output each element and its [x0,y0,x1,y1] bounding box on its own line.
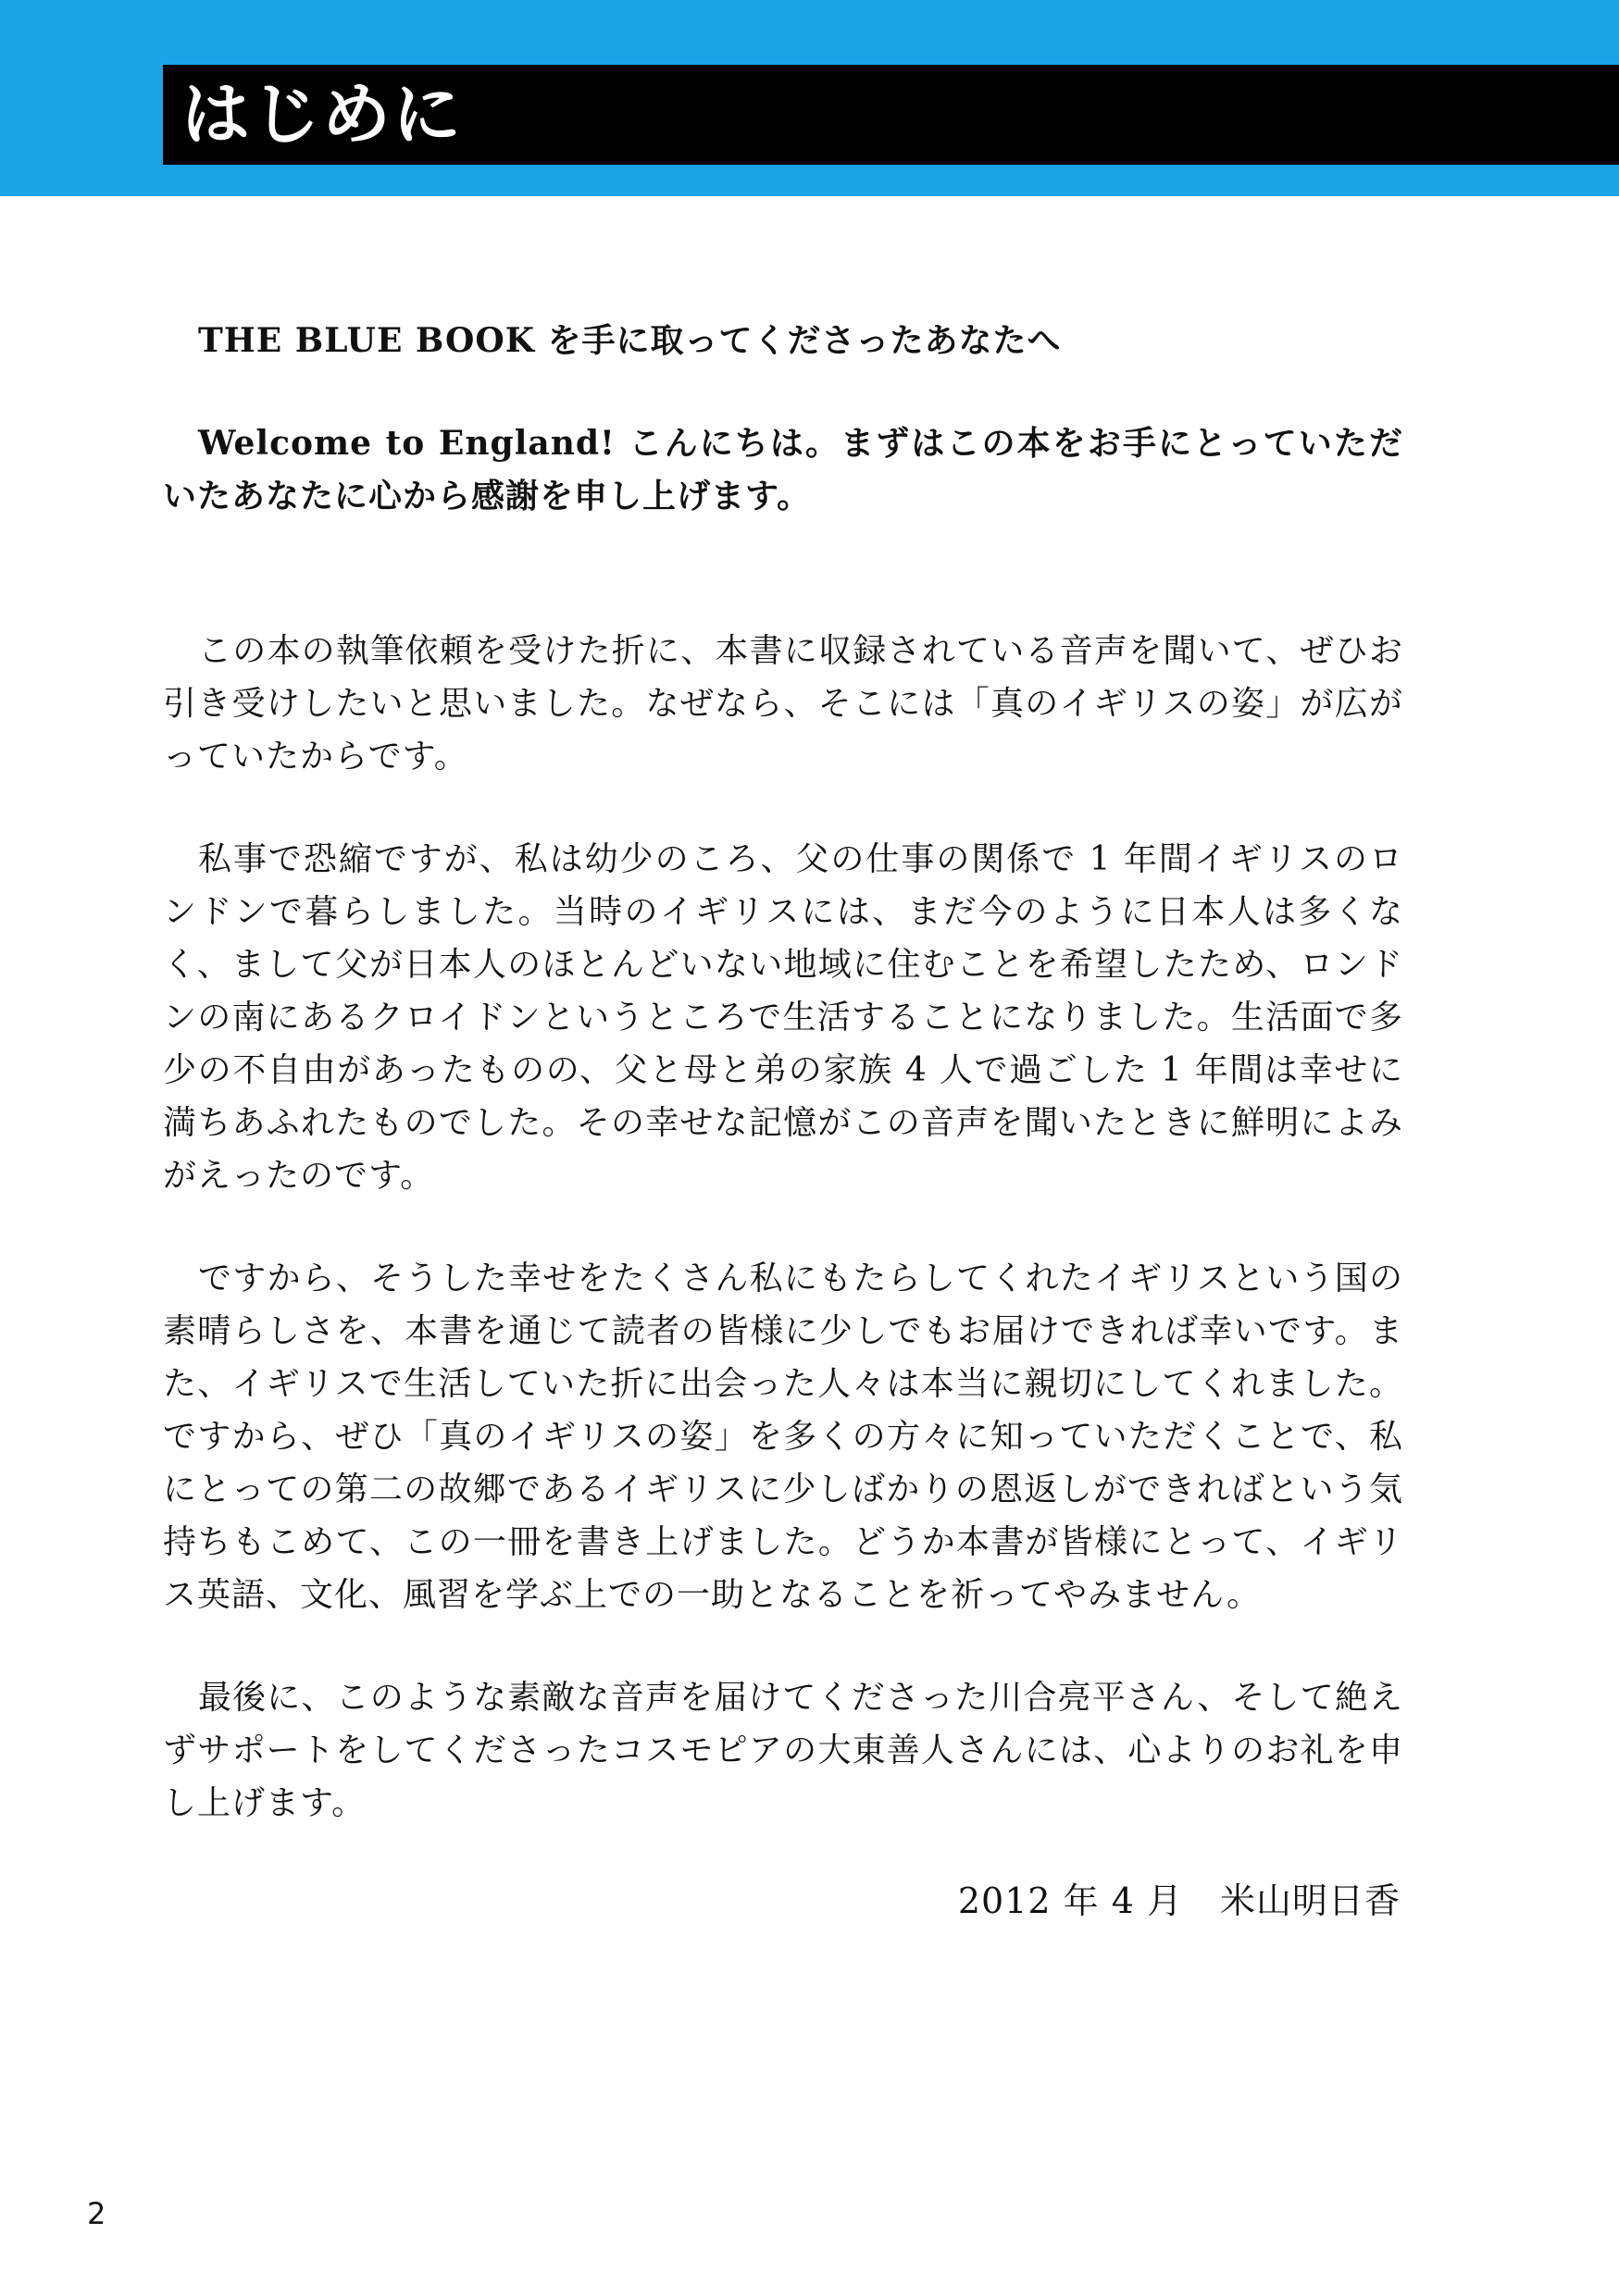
paragraph: 最後に、このような素敵な音声を届けてくださった川合亮平さん、そして絶えずサポートをしてくださったコスモピアの大東善人さんには、心よりのお礼を申し上げます。 [163,1679,1403,1822]
paragraph: 私事で恐縮ですが、私は幼少のころ、父の仕事の関係で 1 年間イギリスのロンドンで暮らしました。当時のイギリスには、まだ今のように日本人は多くなく、まして父が日本人のほとんどいない地域に住むことを希望したため、ロンドンの南にあるクロイドンというところで生活することになりました。生活面で多少の不自由があったものの、父と母と弟の家族 4 人で過ごした 1 年間は幸せに満ちあふれたものでした。その幸せな記憶がこの音声を聞いたときに鮮明によみがえったのです。 [163,840,1403,1195]
signature-author: 米山明日香 [1219,1880,1401,1921]
page-title: はじめに [181,75,463,155]
page-number: 2 [87,2196,106,2231]
body-text [163,315,1403,1830]
salutation: THE BLUE BOOK を手に取ってくださったあなたへ [198,321,1062,360]
paragraph: この本の執筆依頼を受けた折に、本書に収録されている音声を聞いて、ぜひお引き受けしたいと思いました。なぜなら、そこには「真のイギリスの姿」が広がっていたからです。 [163,632,1403,776]
header-band [0,0,1619,196]
signature-date: 2012 年 4 月 [957,1880,1183,1921]
paragraph: ですから、そうした幸せをたくさん私にもたらしてくれたイギリスという国の素晴らしさを、本書を通じて読者の皆様に少しでもお届けできれば幸いです。また、イギリスで生活していた折に出会った人々は本当に親切にしてくれました。ですから、ぜひ「真のイギリスの姿」を多くの方々に知っていただくことで、私にとっての第二の故郷であるイギリスに少しばかりの恩返しができればという気持ちもこめて、この一冊を書き上げました。どうか本書が皆様にとって、イギリス英語、文化、風習を学ぶ上での一助となることを祈ってやみません。 [163,1260,1403,1614]
signature [958,1873,1401,1929]
greeting-paragraph: Welcome to England! こんにちは。まずはこの本をお手にとっていただいたあなたに心から感謝を申し上げます。 [163,424,1403,515]
title-bar [163,65,1619,165]
